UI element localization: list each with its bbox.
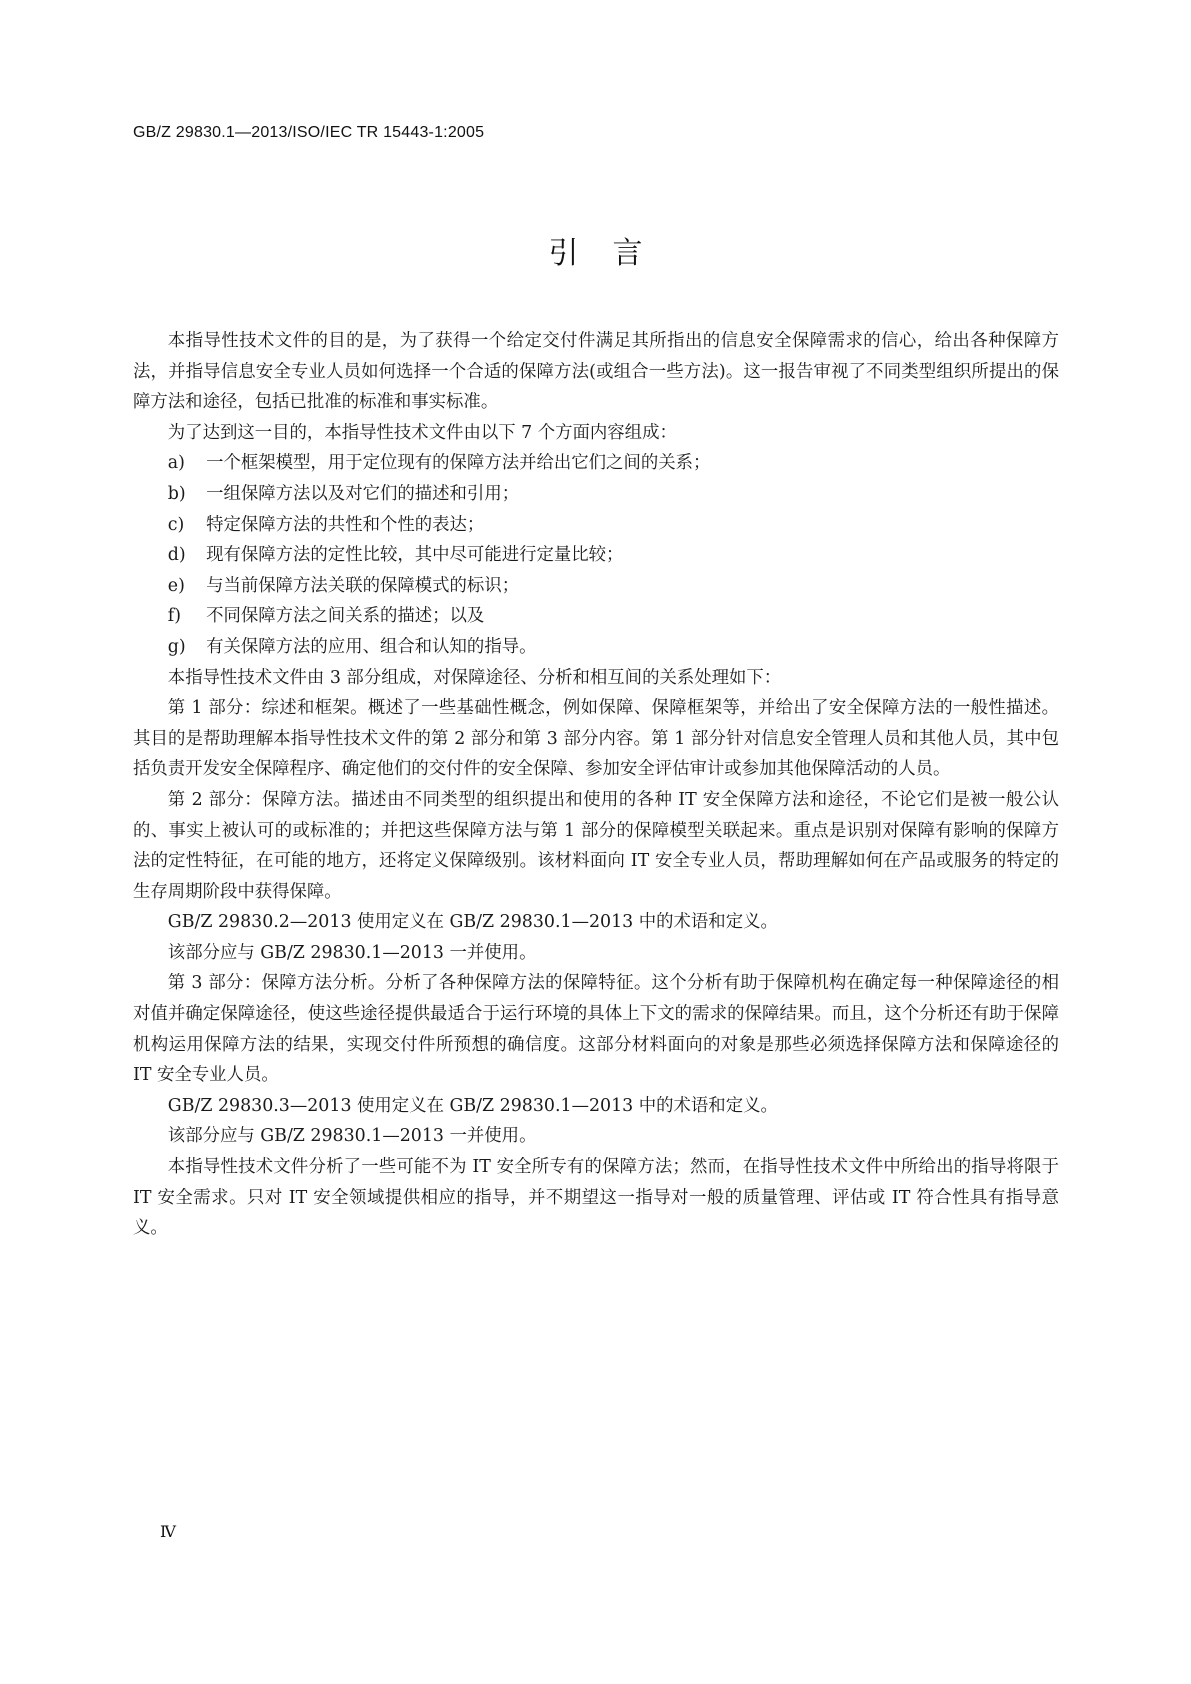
paragraph: 为了达到这一目的，本指导性技术文件由以下 7 个方面内容组成： <box>167 422 677 443</box>
list-item-text: 一组保障方法以及对它们的描述和引用； <box>206 483 520 504</box>
paragraph: 第 3 部分：保障方法分析。分析了各种保障方法的保障特征。这个分析有助于保障机构在确定每一种保障途径的相对值并确定保障途径，使这些途径提供最适合于运行环境的具体上下文的需求的保障结果。而且，这个分析还有助于保障机构运用保障方法的结果，实现交付件所预想的确信度。这部分材料面向的对象是那些必须选择保障方法和保障途径的 IT 安全专业人员。 <box>133 973 1059 1086</box>
list-item-label: g) <box>167 636 186 657</box>
list-item <box>133 510 1059 541</box>
list-item <box>133 632 1059 663</box>
aspect-list <box>133 448 1059 662</box>
paragraph: 第 2 部分：保障方法。描述由不同类型的组织提出和使用的各种 IT 安全保障方法和途径，不论它们是被一般公认的、事实上被认可的或标准的；并把这些保障方法与第 1 部分的保障模型关联起来。重点是识别对保障有影响的保障方法的定性特征，在可能的地方，还将定义保障级别。该材料面向 IT 安全专业人员，帮助理解如何在产品或服务的特定的生存周期阶段中获得保障。 <box>133 789 1059 902</box>
list-item-text: 有关保障方法的应用、组合和认知的指导。 <box>206 636 537 657</box>
list-item <box>133 479 1059 510</box>
document-body <box>133 326 1059 1244</box>
paragraph: 本指导性技术文件由 3 部分组成，对保障途径、分析和相互间的关系处理如下： <box>167 667 782 688</box>
list-item-text: 不同保障方法之间关系的描述；以及 <box>206 606 485 627</box>
paragraph: 第 1 部分：综述和框架。概述了一些基础性概念，例如保障、保障框架等，并给出了安全保障方法的一般性描述。其目的是帮助理解本指导性技术文件的第 2 部分和第 3 部分内容。第 1 部分针对信息安全管理人员和其他人员，其中包括负责开发安全保障程序、确定他们的交付件的安全保障、参加安全评估审计或参加其他保障活动的人员。 <box>133 698 1059 780</box>
page-number: Ⅳ <box>160 1522 176 1541</box>
paragraph: 该部分应与 GB/Z 29830.1—2013 一并使用。 <box>167 1126 537 1147</box>
paragraph: 该部分应与 GB/Z 29830.1—2013 一并使用。 <box>167 942 537 963</box>
paragraph: GB/Z 29830.3—2013 使用定义在 GB/Z 29830.1—2013 中的术语和定义。 <box>167 1095 778 1116</box>
list-item <box>133 448 1059 479</box>
paragraph: 本指导性技术文件的目的是，为了获得一个给定交付件满足其所指出的信息安全保障需求的信心，给出各种保障方法，并指导信息安全专业人员如何选择一个合适的保障方法(或组合一些方法)。这一报告审视了不同类型组织所提出的保障方法和途径，包括已批准的标准和事实标准。 <box>133 331 1059 413</box>
list-item-label: d) <box>167 545 186 566</box>
list-item-text: 与当前保障方法关联的保障模式的标识； <box>206 575 520 596</box>
list-item-label: f) <box>167 606 182 627</box>
list-item-text: 特定保障方法的共性和个性的表达； <box>206 514 485 535</box>
list-item-text: 现有保障方法的定性比较，其中尽可能进行定量比较； <box>206 545 624 566</box>
paragraph: GB/Z 29830.2—2013 使用定义在 GB/Z 29830.1—2013 中的术语和定义。 <box>167 912 778 933</box>
list-item-label: e) <box>167 575 185 596</box>
list-item-label: c) <box>167 514 185 535</box>
list-item-label: a) <box>167 453 185 474</box>
paragraph: 本指导性技术文件分析了一些可能不为 IT 安全所专有的保障方法；然而，在指导性技术文件中所给出的指导将限于 IT 安全需求。只对 IT 安全领域提供相应的指导，并不期望这一指导对一般的质量管理、评估或 IT 符合性具有指导意义。 <box>133 1157 1059 1239</box>
list-item <box>133 540 1059 571</box>
list-item <box>133 571 1059 602</box>
list-item-text: 一个框架模型，用于定位现有的保障方法并给出它们之间的关系； <box>206 453 711 474</box>
list-item <box>133 601 1059 632</box>
list-item-label: b) <box>167 483 186 504</box>
document-id-header: GB/Z 29830.1—2013/ISO/IEC TR 15443-1:2005 <box>133 124 485 141</box>
page-title: 引言 <box>548 236 677 271</box>
